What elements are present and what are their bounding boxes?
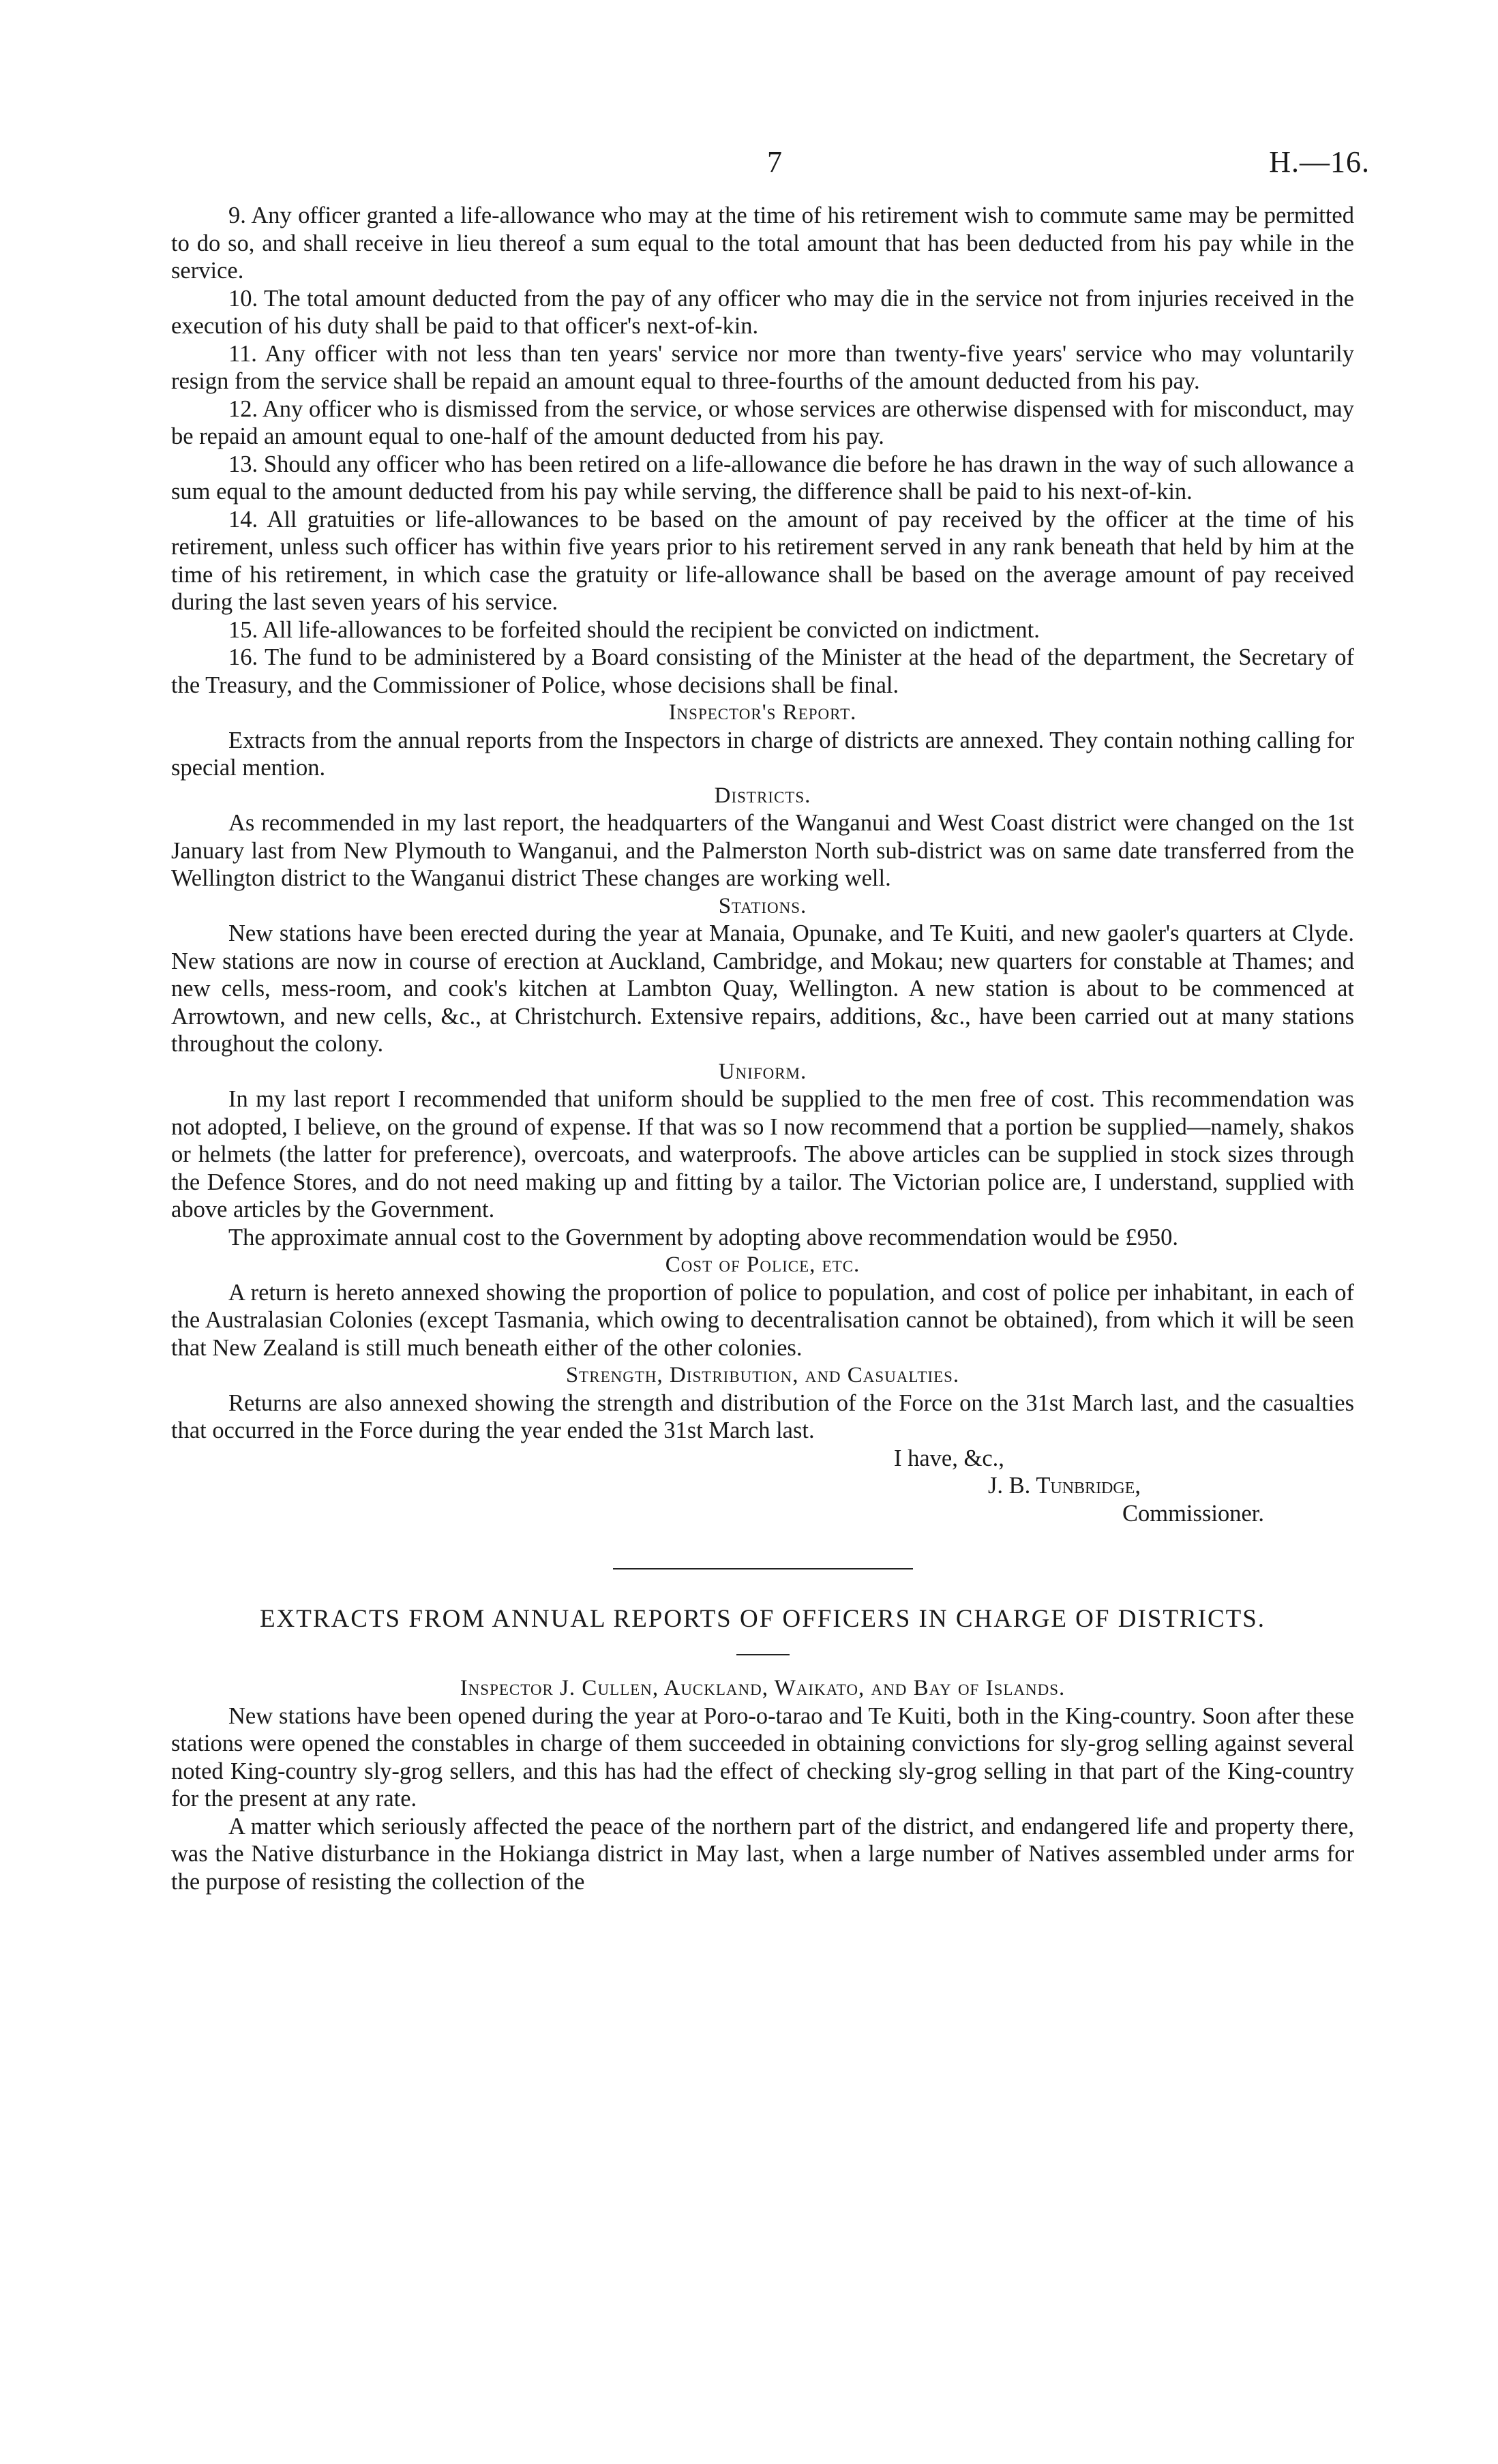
page-number: 7: [767, 145, 782, 179]
inspectors-report-heading: Inspector's Report.: [668, 700, 857, 725]
extracts-title: EXTRACTS FROM ANNUAL REPORTS OF OFFICERS IN CHARGE OF DISTRICTS.: [259, 1605, 1266, 1633]
stations-text: New stations have been erected during the year at Manaia, Opunake, and Te Kuiti, and new gaoler's quarters at Clyde. New stations are now in course of erection at Auckland, Cambridge, and Mokau; new quarters for constable at Thames; and new cells, mess-room, and cook's kitchen at Lambton Quay, Wellington. A new station is about to be commenced at Arrowtown, and new cells, &c., at Christchurch. Extensive repairs, additions, &c., have been carried out at many stations throughout the colony.: [171, 920, 1354, 1057]
clause-15: 15. All life-allowances to be forfeited should the recipient be convicted on indictment.: [228, 616, 1040, 643]
extracts-paragraph-1: New stations have been opened during the year at Poro-o-tarao and Te Kuiti, both in the King-country. Soon after these stations were opened the constables in charge of them succeeded in obtaining convictions for sly-grog selling against several noted King-country sly-grog sellers, and this has had the effect of checking sly-grog selling in that part of the King-country for the present at any rate.: [171, 1702, 1354, 1812]
extracts-paragraph-2: A matter which seriously affected the peace of the northern part of the district, and endangered life and property there, was the Native disturbance in the Hokianga district in May last, when a large number of Natives assembled under arms for the purpose of resisting the collection of the: [171, 1813, 1354, 1895]
clause-11: 11. Any officer with not less than ten years' service nor more than twenty-five years' service who may voluntarily resign from the service shall be repaid an amount equal to three-fourths of the amount deducted from his pay.: [171, 340, 1354, 394]
cost-of-police-heading: Cost of Police, etc.: [665, 1252, 860, 1277]
districts-text: As recommended in my last report, the headquarters of the Wanganui and West Coast district were changed on the 1st January last from New Plymouth to Wanganui, and the Palmerston North sub-district was on same date transferred from the Wellington district to the Wanganui district These changes are working well.: [171, 810, 1354, 891]
uniform-text: In my last report I recommended that uniform should be supplied to the men free of cost. This recommendation was not adopted, I believe, on the ground of expense. If that was so I now recommend that a portion be supplied—namely, shakos or helmets (the latter for preference), overcoats, and waterproofs. The above articles can be supplied in stock sizes through the Defence Stores, and do not need making up and fitting by a tailor. The Victorian police are, I understand, supplied with above articles by the Government.: [171, 1086, 1354, 1222]
uniform-cost-text: The approximate annual cost to the Government by adopting above recommendation would be £950.: [228, 1224, 1179, 1250]
clause-13: 13. Should any officer who has been retired on a life-allowance die before he has drawn in the way of such allowance a sum equal to the amount deducted from his pay while serving, the difference shall be paid to his next-of-kin.: [171, 451, 1354, 505]
signature-name: J. B. Tunbridge,: [988, 1473, 1141, 1499]
strength-text: Returns are also annexed showing the strength and distribution of the Force on the 31st March last, and the casualties that occurred in the Force during the year ended the 31st March last.: [171, 1389, 1354, 1443]
clause-12: 12. Any officer who is dismissed from the service, or whose services are otherwise dispensed with for misconduct, may be repaid an amount equal to one-half of the amount deducted from his pay.: [171, 395, 1354, 449]
stations-heading: Stations.: [718, 893, 807, 918]
clause-16: 16. The fund to be administered by a Board consisting of the Minister at the head of the department, the Secretary of the Treasury, and the Commissioner of Police, whose decisions shall be final.: [171, 644, 1354, 698]
uniform-heading: Uniform.: [718, 1059, 807, 1084]
signature-closing: I have, &c.,: [894, 1445, 1004, 1471]
clause-9: 9. Any officer granted a life-allowance who may at the time of his retirement wish to commute same may be permitted to do so, and shall receive in lieu thereof a sum equal to the total amount that has been deducted from his pay while in the service.: [171, 202, 1354, 284]
clause-10: 10. The total amount deducted from the pay of any officer who may die in the service not from injuries received in the execution of his duty shall be paid to that officer's next-of-kin.: [171, 285, 1354, 339]
title-underline: [736, 1654, 790, 1655]
page-body: [171, 202, 1354, 1895]
cost-of-police-text: A return is hereto annexed showing the proportion of police to population, and cost of police per inhabitant, in each of the Australasian Colonies (except Tasmania, which owing to decentralisation cannot be obtained), from which it will be seen that New Zealand is still much beneath either of the other colonies.: [171, 1279, 1354, 1361]
page-header: [0, 145, 1498, 185]
districts-heading: Districts.: [714, 783, 811, 808]
section-divider: [613, 1568, 913, 1569]
inspector-cullen-heading: Inspector J. Cullen, Auckland, Waikato, and Bay of Islands.: [460, 1676, 1066, 1700]
document-reference: H.—16.: [1269, 145, 1370, 179]
strength-heading: Strength, Distribution, and Casualties.: [565, 1363, 960, 1387]
signature-title: Commissioner.: [1122, 1500, 1264, 1527]
inspectors-report-text: Extracts from the annual reports from the Inspectors in charge of districts are annexed. They contain nothing calling for special mention.: [171, 727, 1354, 781]
clause-14: 14. All gratuities or life-allowances to be based on the amount of pay received by the officer at the time of his retirement, unless such officer has within five years prior to his retirement served in any rank beneath that held by him at the time of his retirement, in which case the gratuity or life-allowance shall be based on the average amount of pay received during the last seven years of his service.: [171, 506, 1354, 615]
